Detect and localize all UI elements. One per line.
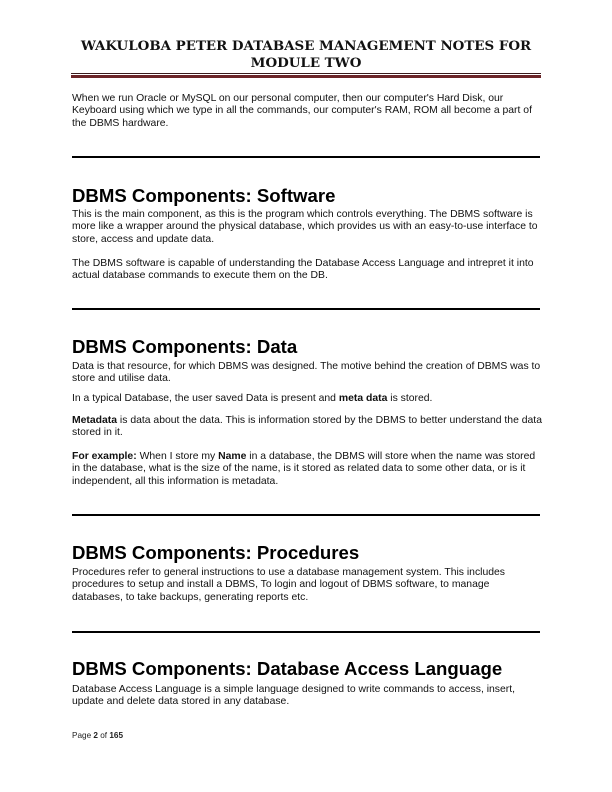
dal-paragraph: Database Access Language is a simple language designed to write commands to access, insert, update and delete data stored in any database.	[72, 684, 516, 708]
section-heading-software: DBMS Components: Software	[72, 185, 336, 206]
section-heading-dal: DBMS Components: Database Access Language	[72, 658, 503, 679]
header-title-line1: WAKULOBA PETER DATABASE MANAGEMENT NOTES FOR	[80, 38, 532, 54]
section-divider	[72, 308, 540, 310]
procedures-paragraph: Procedures refer to general instructions to use a database management system. This includes procedures to setup and install a DBMS, To login and logout of DBMS software, to manage databases, to take backups, generating reports etc.	[72, 567, 505, 603]
section-divider	[72, 631, 540, 633]
bold-metadata: Metadata	[72, 415, 118, 426]
data-paragraph-2: In a typical Database, the user saved Data is present and meta data is stored.	[72, 393, 433, 404]
software-paragraph-1: This is the main component, as this is the program which controls everything. The DBMS software is more like a wrapper around the physical database, which provides us with an easy-to-use interface to store, access and update data.	[72, 209, 538, 245]
bold-meta-data: meta data	[338, 393, 388, 404]
header-rule-thin	[71, 73, 541, 74]
current-page-number: 2	[93, 731, 98, 740]
intro-paragraph: When we run Oracle or MySQL on our personal computer, then our computer's Hard Disk, our Keyboard using which we type in all the commands, our computer's RAM, ROM all become a part of the DBMS hardware.	[72, 93, 532, 129]
bold-name: Name	[218, 451, 247, 462]
software-paragraph-2: The DBMS software is capable of understanding the Database Access Language and intrepret it into actual database commands to execute them on the DB.	[72, 258, 534, 282]
data-paragraph-3: Metadata is data about the data. This is information stored by the DBMS to better understand the data stored in it.	[72, 415, 542, 439]
total-page-count: 165	[109, 731, 124, 740]
bold-for-example: For example:	[72, 451, 137, 462]
section-divider	[72, 156, 540, 158]
data-paragraph-1: Data is that resource, for which DBMS was designed. The motive behind the creation of DBMS was to store and utilise data.	[72, 361, 541, 385]
section-heading-data: DBMS Components: Data	[72, 336, 298, 357]
data-paragraph-4: For example: When I store my Name in a database, the DBMS will store when the name was stored in the database, what is the size of the name, is it stored as related data to some other data, or is it independent, all this information is metadata.	[72, 451, 536, 487]
page-number-footer: Page 2 of 165	[72, 731, 124, 740]
section-divider	[72, 514, 540, 516]
header-rule-thick	[71, 75, 541, 78]
section-heading-procedures: DBMS Components: Procedures	[72, 542, 360, 563]
page-header-title	[60, 38, 552, 72]
header-title-line2: MODULE TWO	[250, 55, 362, 71]
